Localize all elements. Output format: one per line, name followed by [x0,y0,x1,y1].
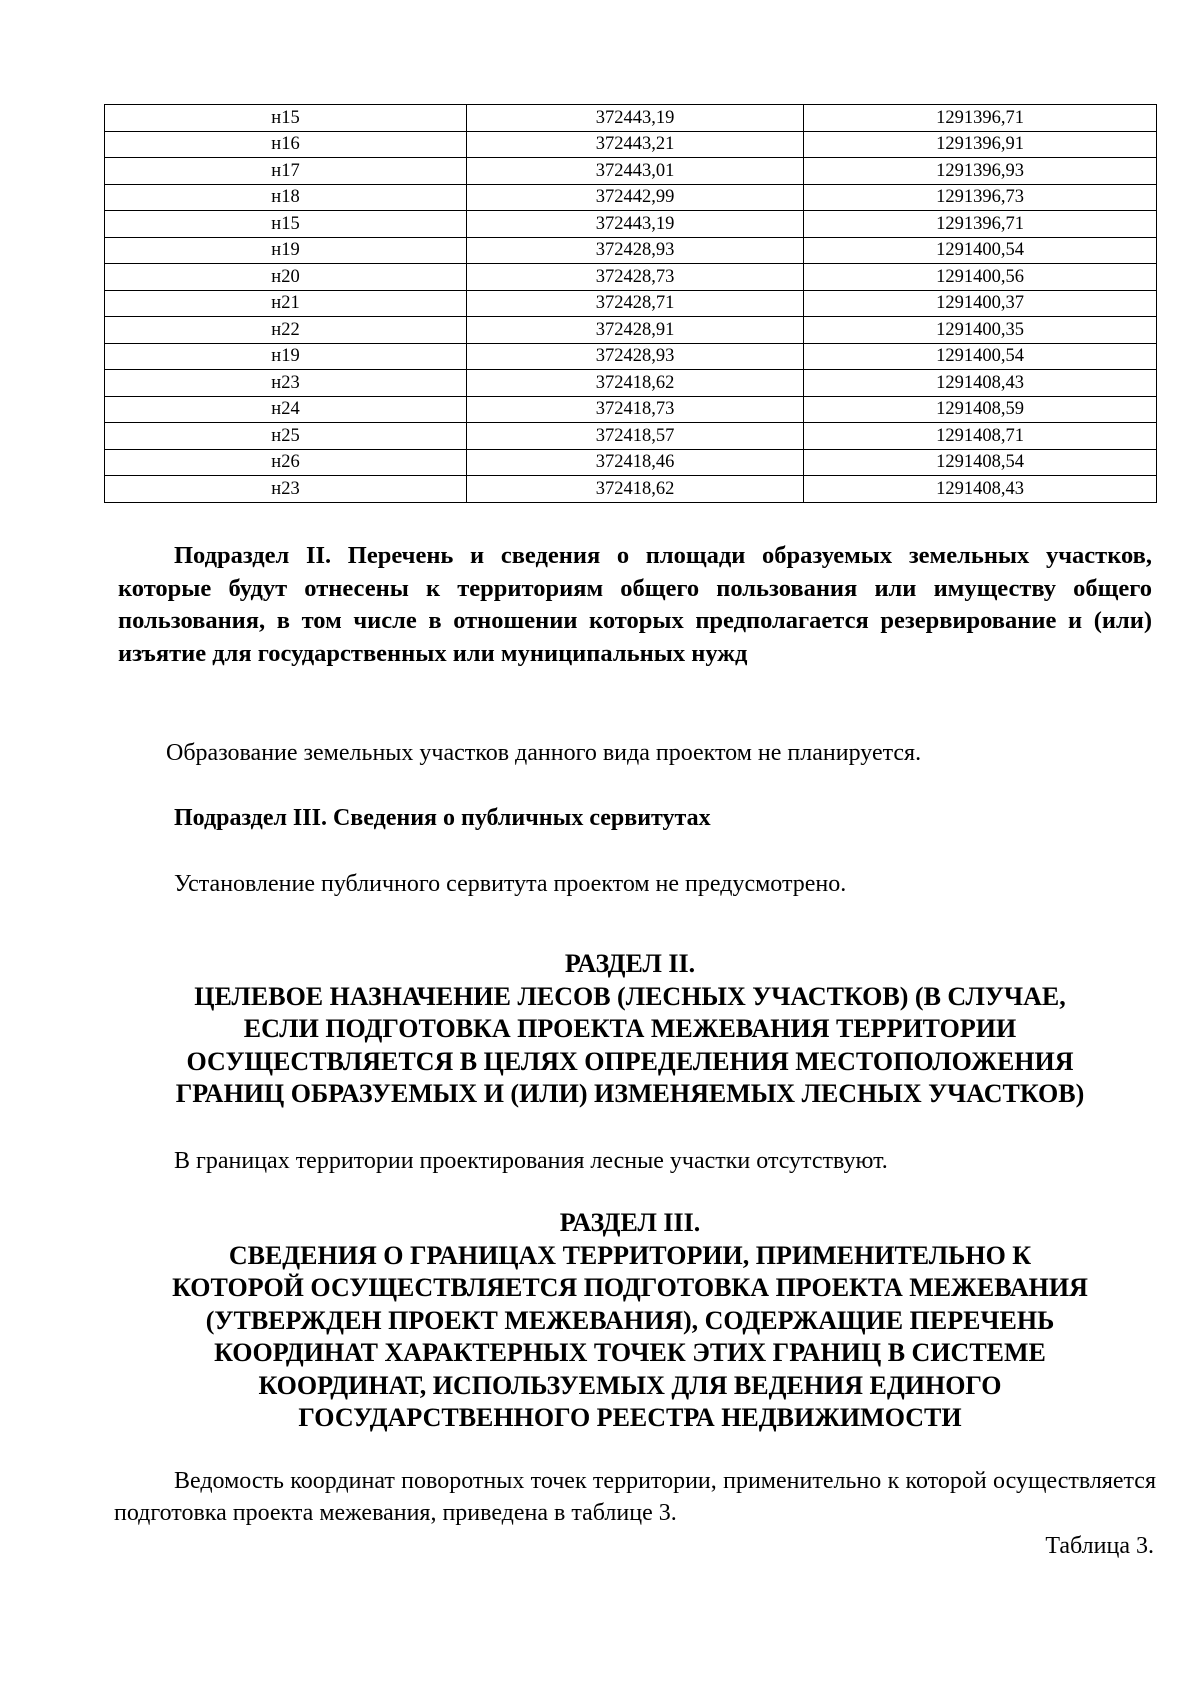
point-name-cell: н17 [105,158,467,185]
x-coordinate-cell: 372428,73 [467,264,804,291]
section-3-title-line: КООРДИНАТ ХАРАКТЕРНЫХ ТОЧЕК ЭТИХ ГРАНИЦ В СИСТЕМЕ [214,1338,1046,1367]
coordinates-table [104,104,1157,503]
table-row [105,290,1157,317]
point-name-cell: н16 [105,131,467,158]
x-coordinate-cell: 372428,71 [467,290,804,317]
section-3-title-line: КОТОРОЙ ОСУЩЕСТВЛЯЕТСЯ ПОДГОТОВКА ПРОЕКТА МЕЖЕВАНИЯ [172,1273,1088,1302]
table-row [105,211,1157,238]
x-coordinate-cell: 372418,62 [467,370,804,397]
point-name-cell: н26 [105,449,467,476]
table-row [105,131,1157,158]
point-name-cell: н25 [105,423,467,450]
point-name-cell: н23 [105,476,467,503]
y-coordinate-cell: 1291408,71 [804,423,1157,450]
table-label: Таблица 3. [1045,1533,1154,1559]
section-3-title-line: ГОСУДАРСТВЕННОГО РЕЕСТРА НЕДВИЖИМОСТИ [298,1403,962,1432]
section-3-heading: РАЗДЕЛ III. [559,1208,701,1237]
coordinates-table-body [105,105,1157,503]
x-coordinate-cell: 372443,01 [467,158,804,185]
y-coordinate-cell: 1291400,54 [804,237,1157,264]
x-coordinate-cell: 372418,73 [467,396,804,423]
x-coordinate-cell: 372418,46 [467,449,804,476]
point-name-cell: н21 [105,290,467,317]
x-coordinate-cell: 372428,93 [467,343,804,370]
y-coordinate-cell: 1291396,73 [804,184,1157,211]
x-coordinate-cell: 372442,99 [467,184,804,211]
point-name-cell: н22 [105,317,467,344]
y-coordinate-cell: 1291408,43 [804,476,1157,503]
x-coordinate-cell: 372443,21 [467,131,804,158]
point-name-cell: н19 [105,343,467,370]
table-row [105,423,1157,450]
x-coordinate-cell: 372428,91 [467,317,804,344]
section-2-title-line: ЕСЛИ ПОДГОТОВКА ПРОЕКТА МЕЖЕВАНИЯ ТЕРРИТОРИИ [243,1014,1017,1043]
section-3-title-line: КООРДИНАТ, ИСПОЛЬЗУЕМЫХ ДЛЯ ВЕДЕНИЯ ЕДИНОГО [258,1370,1002,1400]
y-coordinate-cell: 1291400,56 [804,264,1157,291]
subsection-3-title: Подраздел III. Сведения о публичных сервитутах [174,805,711,831]
point-name-cell: н20 [105,264,467,291]
section-3-title-line: СВЕДЕНИЯ О ГРАНИЦАХ ТЕРРИТОРИИ, ПРИМЕНИТЕЛЬНО К [228,1240,1032,1270]
y-coordinate-cell: 1291400,37 [804,290,1157,317]
point-name-cell: н23 [105,370,467,397]
x-coordinate-cell: 372418,57 [467,423,804,450]
table-row [105,476,1157,503]
x-coordinate-cell: 372428,93 [467,237,804,264]
point-name-cell: н18 [105,184,467,211]
table-row [105,317,1157,344]
subsection-2-title: Подраздел II. Перечень и сведения о площади образуемых земельных участков, которые будут отнесены к территориям общего пользования или имуществу общего пользования, в том числе в отношении которых предполагается резервирование и (или) изъятие для государственных или муниципальных нужд [118,542,1152,667]
table-row [105,158,1157,185]
section-3-text: Ведомость координат поворотных точек территории, применительно к которой осуществляется подготовка проекта межевания, приведена в таблице 3. [114,1468,1156,1526]
point-name-cell: н19 [105,237,467,264]
section-2-title-line: ОСУЩЕСТВЛЯЕТСЯ В ЦЕЛЯХ ОПРЕДЕЛЕНИЯ МЕСТОПОЛОЖЕНИЯ [186,1046,1074,1076]
x-coordinate-cell: 372418,62 [467,476,804,503]
table-row [105,264,1157,291]
x-coordinate-cell: 372443,19 [467,211,804,238]
point-name-cell: н15 [105,105,467,132]
y-coordinate-cell: 1291396,91 [804,131,1157,158]
table-row [105,449,1157,476]
point-name-cell: н24 [105,396,467,423]
section-3-title-line: (УТВЕРЖДЕН ПРОЕКТ МЕЖЕВАНИЯ), СОДЕРЖАЩИЕ ПЕРЕЧЕНЬ [205,1305,1055,1335]
section-2-heading: РАЗДЕЛ II. [564,949,696,978]
x-coordinate-cell: 372443,19 [467,105,804,132]
y-coordinate-cell: 1291396,71 [804,105,1157,132]
table-row [105,370,1157,397]
subsection-2-text: Образование земельных участков данного вида проектом не планируется. [166,740,922,766]
subsection-3-text: Установление публичного сервитута проектом не предусмотрено. [174,871,847,897]
section-2-title [104,948,1156,1111]
y-coordinate-cell: 1291408,54 [804,449,1157,476]
section-3-title [104,1207,1156,1435]
y-coordinate-cell: 1291396,71 [804,211,1157,238]
y-coordinate-cell: 1291408,59 [804,396,1157,423]
table-row [105,237,1157,264]
table-row [105,343,1157,370]
y-coordinate-cell: 1291396,93 [804,158,1157,185]
table-row [105,396,1157,423]
section-2-text: В границах территории проектирования лесные участки отсутствуют. [174,1148,888,1174]
section-2-title-line: ЦЕЛЕВОЕ НАЗНАЧЕНИЕ ЛЕСОВ (ЛЕСНЫХ УЧАСТКОВ) (В СЛУЧАЕ, [194,981,1066,1011]
y-coordinate-cell: 1291408,43 [804,370,1157,397]
table-row [105,105,1157,132]
table-row [105,184,1157,211]
y-coordinate-cell: 1291400,54 [804,343,1157,370]
point-name-cell: н15 [105,211,467,238]
section-2-title-line: ГРАНИЦ ОБРАЗУЕМЫХ И (ИЛИ) ИЗМЕНЯЕМЫХ ЛЕСНЫХ УЧАСТКОВ) [175,1079,1085,1108]
y-coordinate-cell: 1291400,35 [804,317,1157,344]
